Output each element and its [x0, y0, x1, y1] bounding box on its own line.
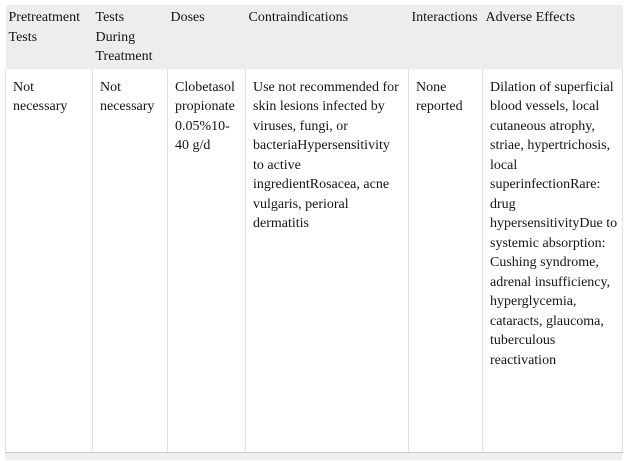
next-row-strip	[5, 453, 622, 460]
cell-tests-during-treatment: Not necessary	[93, 69, 168, 453]
table-row	[6, 69, 623, 453]
col-header-doses: Doses	[168, 5, 246, 69]
cell-doses: Clobetasol propionate 0.05%10-40 g/d	[168, 69, 246, 453]
drug-info-table	[5, 5, 623, 453]
cell-contraindications: Use not recommended for skin lesions infected by viruses, fungi, or bacteriaHypersensitivity to active ingredientRosacea, acne vulgaris, perioral dermatitis	[246, 69, 409, 453]
col-header-tests-during-treatment: Tests During Treatment	[93, 5, 168, 69]
cell-pretreatment-tests: Not necessary	[6, 69, 93, 453]
cell-adverse-effects: Dilation of superficial blood vessels, local cutaneous atrophy, striae, hypertrichosis, local superinfectionRare: drug hypersensitivityDue to systemic absorption: Cushing syndrome, adrenal insufficiency, hyperglycemia, cataracts, glaucoma, tuberculous reactivation	[483, 69, 623, 453]
col-header-interactions: Interactions	[409, 5, 483, 69]
header-row	[6, 5, 623, 69]
col-header-contraindications: Contraindications	[246, 5, 409, 69]
cell-interactions: None reported	[409, 69, 483, 453]
col-header-pretreatment-tests: Pretreatment Tests	[6, 5, 93, 69]
col-header-adverse-effects: Adverse Effects	[483, 5, 623, 69]
